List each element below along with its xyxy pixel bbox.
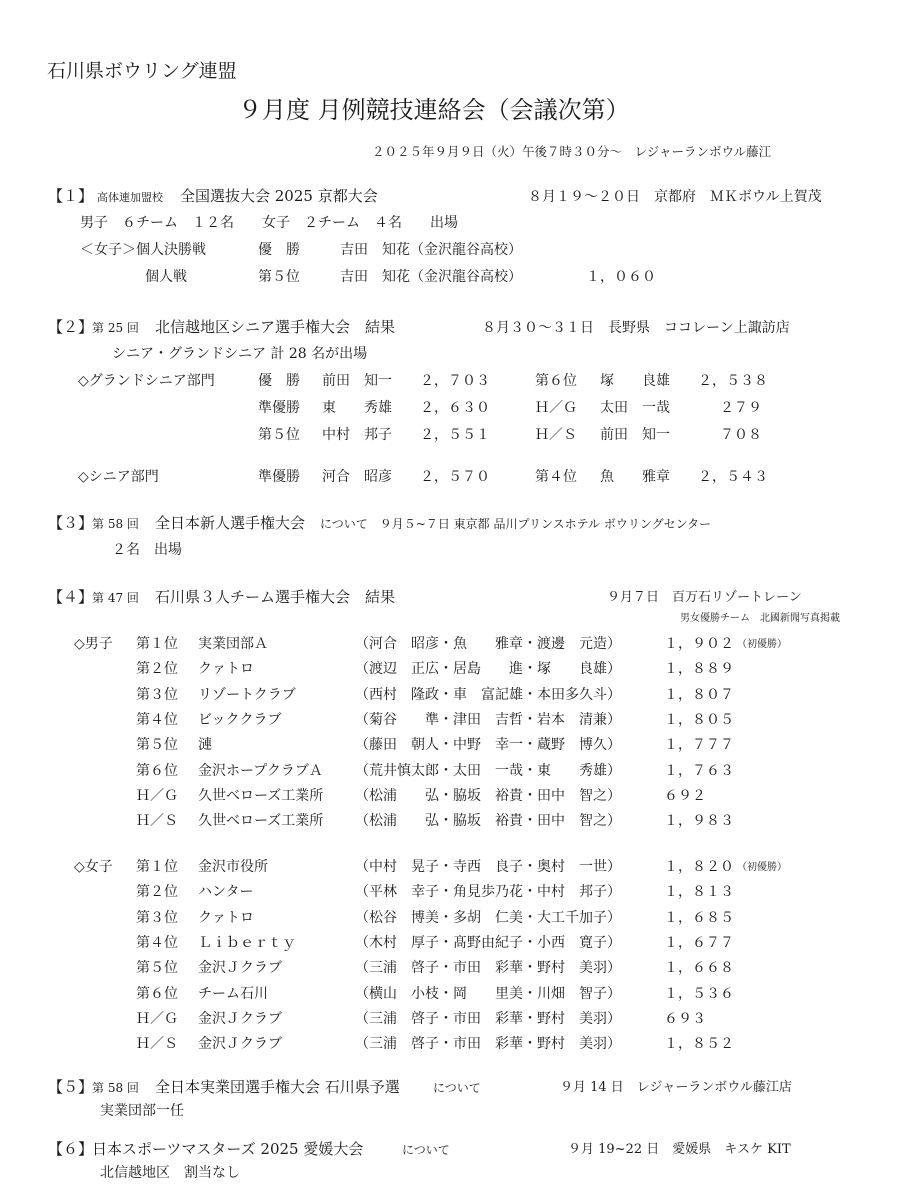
- team-members: （松浦 弘・脇坂 裕貴・田中 智之）: [355, 813, 621, 829]
- team-name: 金沢市役所: [198, 859, 268, 875]
- team-place: 第６位: [136, 763, 178, 779]
- result-name: 河合 昭彦: [322, 469, 392, 485]
- result-name: 前田 知一: [600, 427, 670, 443]
- result-place: Ｈ／Ｇ: [535, 400, 577, 416]
- team-name: チーム石川: [198, 986, 268, 1002]
- team-members: （三浦 啓子・市田 彩華・野村 美羽）: [355, 960, 621, 976]
- team-score: １，７７７: [664, 737, 734, 753]
- result-score: ２７９: [720, 400, 762, 416]
- result-place: 優 勝: [258, 242, 300, 258]
- team-members: （荒井慎太郎・太田 一哉・東 秀雄）: [355, 763, 621, 779]
- section-number: 【６】: [48, 1140, 94, 1158]
- section-date-venue: ８月３０～３１日 長野県 ココレーン上諏訪店: [482, 320, 790, 336]
- participation-line: 実業団部一任: [100, 1103, 184, 1119]
- section-date-venue: ９月 14 日 レジャーランボウル藤江店: [560, 1080, 792, 1095]
- result-score: ２，５４３: [698, 469, 768, 485]
- division-label: ◇男子: [74, 636, 113, 652]
- team-name: 金沢ホープクラブＡ: [198, 763, 323, 779]
- team-members: （松浦 弘・脇坂 裕貴・田中 智之）: [355, 788, 621, 804]
- team-name: リゾートクラブ: [198, 687, 296, 703]
- section-title: 日本スポーツマスターズ 2025 愛媛大会: [92, 1140, 364, 1158]
- section-title: 全日本新人選手権大会: [155, 514, 306, 532]
- team-place: 第６位: [136, 986, 178, 1002]
- team-score: １，８０５: [664, 712, 734, 728]
- result-score: ２，５３８: [698, 373, 768, 389]
- section-number: 【４】: [48, 588, 94, 606]
- team-score: １，６７７: [664, 935, 734, 951]
- team-score: １，９８３: [664, 813, 734, 829]
- section-title-suffix: について: [433, 1081, 481, 1095]
- team-name: ビッククラブ: [198, 712, 282, 728]
- section-title: 北信越地区シニア選手権大会 結果: [155, 318, 396, 336]
- team-members: （渡辺 正広・居島 進・塚 良雄）: [355, 661, 621, 677]
- result-name: 塚 良雄: [600, 373, 670, 389]
- first-win-note: （初優勝）: [737, 862, 787, 873]
- team-members: （河合 昭彦・魚 雅章・渡邊 元造）: [355, 636, 621, 652]
- team-name: クァトロ: [198, 910, 254, 926]
- section-date-venue: について ９月５~７日 東京都 品川プリンスホテル ボウリングセンター: [320, 517, 712, 531]
- section-number: 【５】: [48, 1078, 94, 1096]
- section-prefix: 第 25 回: [92, 321, 139, 335]
- result-score: １，０６０: [586, 269, 656, 285]
- result-name: 魚 雅章: [600, 469, 670, 485]
- team-place: 第４位: [136, 712, 178, 728]
- team-place: 第３位: [136, 910, 178, 926]
- team-name: 金沢Ｊクラブ: [198, 960, 282, 976]
- result-score: ２，６３０: [420, 400, 490, 416]
- section-prefix: 第 58 回: [92, 1081, 139, 1095]
- team-name: Ｌｉｂｅｒｔｙ: [198, 935, 296, 951]
- team-name: クァトロ: [198, 661, 254, 677]
- section-date-venue: ９月 19~22 日 愛媛県 キスケ KIT: [568, 1142, 791, 1157]
- team-score: １，８８９: [664, 661, 734, 677]
- section-title: 全国選抜大会 2025 京都大会: [180, 187, 378, 205]
- section-number: 【３】: [48, 514, 94, 532]
- team-score: １，８２０: [664, 859, 734, 875]
- section-title: 石川県３人チーム選手権大会 結果: [155, 588, 396, 606]
- team-name: 漣: [198, 737, 212, 753]
- result-place: Ｈ／Ｓ: [535, 427, 577, 443]
- team-place: 第３位: [136, 687, 178, 703]
- section-title-suffix: について: [402, 1143, 450, 1157]
- team-name: ハンター: [198, 884, 254, 900]
- section-number: 【２】: [48, 318, 94, 336]
- section-number: 【１】: [48, 187, 94, 205]
- section-note: 男女優勝チーム 北國新聞写真掲載: [680, 613, 840, 624]
- result-place: 第６位: [535, 373, 577, 389]
- result-place: 第４位: [535, 469, 577, 485]
- team-place: 第４位: [136, 935, 178, 951]
- result-score: ２，７０３: [420, 373, 490, 389]
- team-name: 久世ベローズ工業所: [198, 788, 324, 804]
- result-category: 個人戦: [145, 269, 187, 285]
- team-members: （中村 晃子・寺西 良子・奥村 一世）: [355, 859, 621, 875]
- section-prefix: 高体連加盟校: [97, 191, 163, 204]
- team-score: １，５３６: [664, 986, 734, 1002]
- team-score: １，８５２: [664, 1036, 734, 1052]
- section-date-venue: ９月７日 百万石リゾートレーン: [607, 590, 802, 605]
- team-members: （横山 小枝・岡 里美・川畑 智子）: [355, 986, 621, 1002]
- result-place: 準優勝: [258, 469, 300, 485]
- result-place: 第５位: [258, 427, 300, 443]
- team-members: （藤田 朝人・中野 幸一・蔵野 博久）: [355, 737, 621, 753]
- team-place: 第５位: [136, 737, 178, 753]
- team-score: １，７６３: [664, 763, 734, 779]
- section-title: 全日本実業団選手権大会 石川県予選: [155, 1078, 400, 1096]
- team-members: （松谷 博美・多胡 仁美・大工千加子）: [355, 910, 621, 926]
- team-place: 第１位: [136, 859, 178, 875]
- team-score: １，６８５: [664, 910, 734, 926]
- team-members: （三浦 啓子・市田 彩華・野村 美羽）: [355, 1036, 621, 1052]
- team-members: （平林 幸子・角見歩乃花・中村 邦子）: [355, 884, 621, 900]
- page-title: ９月度 月例競技連絡会（会議次第）: [238, 96, 630, 124]
- result-name: 吉田 知花（金沢龍谷高校）: [340, 269, 522, 285]
- section-prefix: 第 58 回: [92, 517, 139, 531]
- organization-name: 石川県ボウリング連盟: [47, 60, 237, 82]
- result-score: ２，５７０: [420, 469, 490, 485]
- team-members: （西村 隆政・車 富記雄・本田多久斗）: [355, 687, 621, 703]
- result-score: ２，５５１: [420, 427, 490, 443]
- team-place: Ｈ／Ｇ: [136, 1011, 178, 1027]
- result-name: 中村 邦子: [322, 427, 392, 443]
- participation-line: 男子 ６チーム １２名 女子 ２チーム ４名 出場: [80, 215, 458, 231]
- team-members: （三浦 啓子・市田 彩華・野村 美羽）: [355, 1011, 621, 1027]
- result-place: 第５位: [258, 269, 300, 285]
- team-name: 実業団部Ａ: [198, 636, 268, 652]
- team-score: １，６６８: [664, 960, 734, 976]
- result-category: ＜女子＞個人決勝戦: [80, 242, 206, 258]
- team-members: （菊谷 準・津田 吉哲・岩本 清兼）: [355, 712, 621, 728]
- team-members: （木村 厚子・髙野由紀子・小西 寛子）: [355, 935, 621, 951]
- team-score: １，９０２: [664, 636, 734, 652]
- team-place: 第２位: [136, 884, 178, 900]
- section-prefix: 第 47 回: [92, 591, 139, 605]
- participation-line: 北信越地区 割当なし: [100, 1165, 240, 1181]
- section-date-venue: ８月１９～２０日 京都府 ＭＫボウル上賀茂: [528, 189, 822, 205]
- result-name: 太田 一哉: [600, 400, 670, 416]
- result-name: 吉田 知花（金沢龍谷高校）: [340, 242, 522, 258]
- team-score: ６９２: [664, 788, 706, 804]
- result-score: ７０８: [720, 427, 762, 443]
- team-place: 第５位: [136, 960, 178, 976]
- result-place: 準優勝: [258, 400, 300, 416]
- participation-line: ２名 出場: [112, 542, 182, 558]
- team-place: 第１位: [136, 636, 178, 652]
- team-name: 金沢Ｊクラブ: [198, 1036, 282, 1052]
- team-place: Ｈ／Ｓ: [136, 1036, 178, 1052]
- team-name: 金沢Ｊクラブ: [198, 1011, 282, 1027]
- division-label: ◇シニア部門: [78, 469, 159, 485]
- team-place: 第２位: [136, 661, 178, 677]
- team-place: Ｈ／Ｓ: [136, 813, 178, 829]
- team-place: Ｈ／Ｇ: [136, 788, 178, 804]
- meeting-datetime-venue: ２０２５年９月９日（火）午後７時３０分～ レジャーランボウル藤江: [372, 144, 772, 159]
- team-score: １，８１３: [664, 884, 734, 900]
- result-place: 優 勝: [258, 373, 300, 389]
- result-name: 前田 知一: [322, 373, 392, 389]
- team-name: 久世ベローズ工業所: [198, 813, 324, 829]
- team-score: ６９３: [664, 1011, 706, 1027]
- first-win-note: （初優勝）: [737, 639, 787, 650]
- division-label: ◇女子: [74, 859, 113, 875]
- team-score: １，８０７: [664, 687, 734, 703]
- participation-line: シニア・グランドシニア 計 28 名が出場: [112, 346, 368, 362]
- division-label: ◇グランドシニア部門: [78, 373, 215, 389]
- result-name: 東 秀雄: [322, 400, 392, 416]
